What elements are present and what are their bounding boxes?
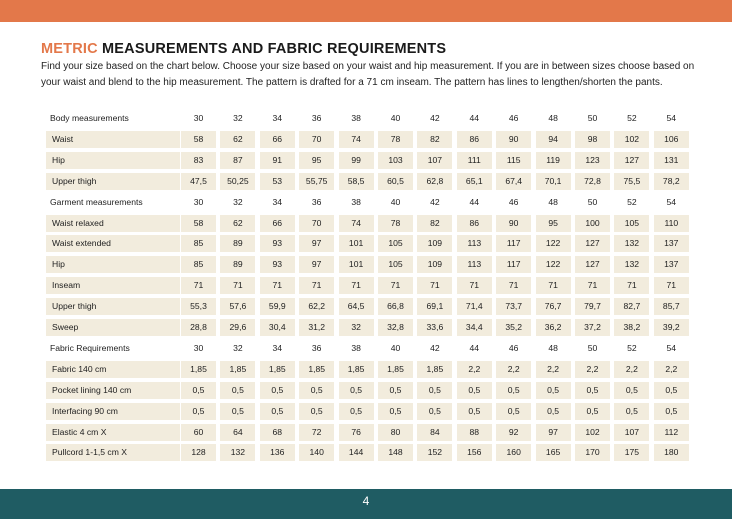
size-header-cell: 40 (390, 196, 401, 207)
table-cell: 84 (417, 424, 452, 441)
table-cell: 105 (614, 215, 649, 232)
table-cell: 0,5 (339, 382, 374, 399)
table-cell: 152 (417, 444, 452, 461)
table-cell: 1,85 (417, 361, 452, 378)
section-header-label: Body measurements (50, 113, 129, 123)
size-header-cell: 34 (272, 196, 283, 207)
table-cell: 71 (654, 277, 689, 294)
table-cell: 28,8 (181, 319, 216, 336)
table-cell: 62 (220, 131, 255, 148)
table-cell: 103 (378, 152, 413, 169)
table-cell: 137 (654, 256, 689, 273)
size-header-cell: 44 (469, 342, 480, 353)
size-header-cell: 54 (666, 113, 677, 123)
table-cell: 71,4 (457, 298, 492, 315)
table-cell: 71 (220, 277, 255, 294)
table-cell: 144 (339, 444, 374, 461)
size-header-cell: 52 (627, 113, 637, 123)
row-label: Inseam (46, 277, 180, 294)
table-cell: 165 (536, 444, 571, 461)
table-cell: 137 (654, 235, 689, 252)
table-cell: 0,5 (417, 403, 452, 420)
size-header-cell: 44 (469, 196, 480, 207)
size-header-cell: 36 (311, 113, 322, 123)
table-cell: 106 (654, 131, 689, 148)
size-header-cell: 38 (351, 196, 361, 207)
table-cell: 97 (299, 235, 334, 252)
table-cell: 32 (339, 319, 374, 336)
size-header-cell: 36 (311, 342, 322, 353)
table-cell: 115 (496, 152, 531, 169)
title-accent: METRIC (41, 41, 98, 57)
table-cell: 71 (536, 277, 571, 294)
table-cell: 71 (457, 277, 492, 294)
table-cell: 86 (457, 131, 492, 148)
table-cell: 74 (339, 215, 374, 232)
size-header-cell: 50 (587, 196, 598, 207)
table-cell: 74 (339, 131, 374, 148)
table-cell: 94 (536, 131, 571, 148)
table-cell: 0,5 (220, 403, 255, 420)
table-cell: 68 (260, 424, 295, 441)
table-cell: 71 (181, 277, 216, 294)
table-cell: 0,5 (654, 403, 689, 420)
table-cell: 53 (260, 173, 295, 190)
table-cell: 71 (614, 277, 649, 294)
table-cell: 175 (614, 444, 649, 461)
table-cell: 0,5 (614, 382, 649, 399)
size-header-cell: 46 (508, 113, 519, 123)
table-cell: 1,85 (260, 361, 295, 378)
table-cell: 122 (536, 256, 571, 273)
table-cell: 67,4 (496, 173, 531, 190)
table-cell: 2,2 (536, 361, 571, 378)
table-cell: 58 (181, 215, 216, 232)
table-cell: 148 (378, 444, 413, 461)
table-cell: 0,5 (339, 403, 374, 420)
table-cell: 2,2 (575, 361, 610, 378)
table-cell: 86 (457, 215, 492, 232)
table-cell: 70 (299, 215, 334, 232)
row-label: Hip (46, 256, 180, 273)
table-cell: 35,2 (496, 319, 531, 336)
table-cell: 82 (417, 215, 452, 232)
table-cell: 0,5 (378, 382, 413, 399)
table-cell: 180 (654, 444, 689, 461)
table-cell: 71 (378, 277, 413, 294)
table-cell: 58,5 (339, 173, 374, 190)
table-cell: 99 (339, 152, 374, 169)
table-cell: 105 (378, 256, 413, 273)
table-cell: 71 (339, 277, 374, 294)
size-header-cell: 32 (233, 342, 243, 353)
table-cell: 29,6 (220, 319, 255, 336)
table-cell: 160 (496, 444, 531, 461)
table-cell: 127 (614, 152, 649, 169)
page-title (41, 41, 446, 57)
row-label: Sweep (46, 319, 180, 336)
table-cell: 55,3 (181, 298, 216, 315)
table-cell: 0,5 (575, 403, 610, 420)
table-cell: 98 (575, 131, 610, 148)
row-label: Elastic 4 cm X (46, 424, 180, 441)
table-cell: 64 (220, 424, 255, 441)
table-cell: 111 (457, 152, 492, 169)
size-header-cell: 40 (390, 113, 401, 123)
row-label: Hip (46, 152, 180, 169)
size-header-cell: 54 (666, 196, 677, 207)
table-cell: 0,5 (457, 403, 492, 420)
table-cell: 82 (417, 131, 452, 148)
table-cell: 85 (181, 235, 216, 252)
table-cell: 0,5 (457, 382, 492, 399)
table-cell: 0,5 (299, 382, 334, 399)
table-cell: 1,85 (299, 361, 334, 378)
size-header-cell: 46 (508, 342, 519, 353)
table-cell: 0,5 (614, 403, 649, 420)
table-cell: 2,2 (496, 361, 531, 378)
table-cell: 0,5 (378, 403, 413, 420)
table-cell: 92 (496, 424, 531, 441)
table-cell: 2,2 (457, 361, 492, 378)
table-cell: 60,5 (378, 173, 413, 190)
row-label: Waist extended (46, 235, 180, 252)
size-header-cell: 38 (351, 113, 361, 123)
table-cell: 97 (536, 424, 571, 441)
table-cell: 110 (654, 215, 689, 232)
table-cell: 2,2 (654, 361, 689, 378)
size-header-cell: 40 (390, 342, 401, 353)
row-label: Waist (46, 131, 180, 148)
size-header-cell: 30 (193, 113, 204, 123)
size-header-cell: 32 (233, 113, 243, 123)
table-cell: 113 (457, 256, 492, 273)
table-cell: 78 (378, 131, 413, 148)
table-cell: 78,2 (654, 173, 689, 190)
table-cell: 100 (575, 215, 610, 232)
table-cell: 71 (575, 277, 610, 294)
table-cell: 83 (181, 152, 216, 169)
table-cell: 0,5 (181, 403, 216, 420)
table-cell: 0,5 (536, 403, 571, 420)
table-cell: 1,85 (339, 361, 374, 378)
table-cell: 71 (299, 277, 334, 294)
table-cell: 36,2 (536, 319, 571, 336)
table-cell: 85 (181, 256, 216, 273)
table-cell: 50,25 (220, 173, 255, 190)
table-cell: 95 (299, 152, 334, 169)
size-header-cell: 42 (430, 113, 440, 123)
row-label: Upper thigh (46, 298, 180, 315)
size-header-cell: 48 (548, 113, 558, 123)
table-cell: 80 (378, 424, 413, 441)
size-header-cell: 42 (430, 196, 440, 207)
table-cell: 70,1 (536, 173, 571, 190)
table-cell: 1,85 (220, 361, 255, 378)
table-cell: 0,5 (496, 403, 531, 420)
table-cell: 93 (260, 256, 295, 273)
size-header-cell: 48 (548, 196, 558, 207)
table-cell: 34,4 (457, 319, 492, 336)
table-cell: 71 (417, 277, 452, 294)
table-cell: 136 (260, 444, 295, 461)
table-cell: 75,5 (614, 173, 649, 190)
table-cell: 123 (575, 152, 610, 169)
table-cell: 55,75 (299, 173, 334, 190)
table-cell: 89 (220, 256, 255, 273)
table-cell: 109 (417, 256, 452, 273)
table-cell: 38,2 (614, 319, 649, 336)
row-label: Pocket lining 140 cm (46, 382, 180, 399)
table-cell: 47,5 (181, 173, 216, 190)
table-cell: 66 (260, 131, 295, 148)
size-header-cell: 52 (627, 342, 637, 353)
table-cell: 66,8 (378, 298, 413, 315)
table-cell: 0,5 (536, 382, 571, 399)
section-header-label: Garment measurements (50, 196, 143, 207)
table-cell: 88 (457, 424, 492, 441)
table-cell: 91 (260, 152, 295, 169)
size-header-cell: 30 (193, 196, 204, 207)
table-cell: 71 (496, 277, 531, 294)
table-cell: 79,7 (575, 298, 610, 315)
size-header-cell: 42 (430, 342, 440, 353)
table-cell: 170 (575, 444, 610, 461)
table-cell: 37,2 (575, 319, 610, 336)
table-cell: 33,6 (417, 319, 452, 336)
table-cell: 1,85 (378, 361, 413, 378)
table-cell: 64,5 (339, 298, 374, 315)
table-cell: 30,4 (260, 319, 295, 336)
size-header-cell: 34 (272, 342, 283, 353)
title-text: MEASUREMENTS AND FABRIC REQUIREMENTS (97, 41, 447, 57)
table-cell: 117 (496, 256, 531, 273)
table-cell: 127 (575, 235, 610, 252)
table-cell: 0,5 (654, 382, 689, 399)
table-cell: 76,7 (536, 298, 571, 315)
table-cell: 113 (457, 235, 492, 252)
table-cell: 0,5 (575, 382, 610, 399)
table-cell: 102 (575, 424, 610, 441)
table-cell: 59,9 (260, 298, 295, 315)
table-cell: 140 (299, 444, 334, 461)
table-cell: 2,2 (614, 361, 649, 378)
table-cell: 39,2 (654, 319, 689, 336)
table-cell: 93 (260, 235, 295, 252)
table-cell: 90 (496, 131, 531, 148)
table-cell: 58 (181, 131, 216, 148)
table-cell: 89 (220, 235, 255, 252)
table-cell: 0,5 (181, 382, 216, 399)
table-cell: 60 (181, 424, 216, 441)
size-header-cell: 50 (587, 342, 598, 353)
table-cell: 95 (536, 215, 571, 232)
table-cell: 0,5 (299, 403, 334, 420)
table-cell: 70 (299, 131, 334, 148)
table-cell: 85,7 (654, 298, 689, 315)
table-cell: 0,5 (260, 382, 295, 399)
row-label: Pullcord 1-1,5 cm X (46, 444, 180, 461)
table-cell: 72 (299, 424, 334, 441)
table-cell: 127 (575, 256, 610, 273)
size-header-cell: 48 (548, 342, 558, 353)
table-cell: 97 (299, 256, 334, 273)
table-cell: 62,8 (417, 173, 452, 190)
table-cell: 117 (496, 235, 531, 252)
size-header-cell: 38 (351, 342, 361, 353)
row-label: Upper thigh (46, 173, 180, 190)
size-header-cell: 34 (272, 113, 283, 123)
table-cell: 101 (339, 235, 374, 252)
page-number: 4 (362, 494, 370, 508)
table-cell: 107 (417, 152, 452, 169)
table-cell: 69,1 (417, 298, 452, 315)
table-cell: 132 (614, 256, 649, 273)
table-cell: 76 (339, 424, 374, 441)
size-header-cell: 44 (469, 113, 480, 123)
table-cell: 62,2 (299, 298, 334, 315)
table-cell: 62 (220, 215, 255, 232)
intro-paragraph: Find your size based on the chart below. Choose your size based on your waist and hip measurement. If you are in between sizes choose based on your waist and blend to the hip measurement. The pattern is drafted for a 71 cm inseam. The pattern has lines to lengthen/shorten the pants. (41, 61, 695, 88)
table-cell: 32,8 (378, 319, 413, 336)
size-header-cell: 32 (233, 196, 243, 207)
table-cell: 0,5 (417, 382, 452, 399)
table-cell: 132 (220, 444, 255, 461)
table-cell: 87 (220, 152, 255, 169)
table-cell: 71 (260, 277, 295, 294)
table-cell: 82,7 (614, 298, 649, 315)
table-cell: 112 (654, 424, 689, 441)
table-cell: 66 (260, 215, 295, 232)
table-cell: 78 (378, 215, 413, 232)
section-header-label: Fabric Requirements (50, 342, 130, 353)
table-cell: 101 (339, 256, 374, 273)
table-cell: 0,5 (260, 403, 295, 420)
size-header-cell: 50 (587, 113, 598, 123)
table-cell: 122 (536, 235, 571, 252)
table-cell: 31,2 (299, 319, 334, 336)
size-header-cell: 30 (193, 342, 204, 353)
table-cell: 57,6 (220, 298, 255, 315)
row-label: Waist relaxed (46, 215, 180, 232)
size-header-cell: 54 (666, 342, 677, 353)
table-cell: 1,85 (181, 361, 216, 378)
table-cell: 72,8 (575, 173, 610, 190)
table-cell: 156 (457, 444, 492, 461)
row-label: Fabric 140 cm (46, 361, 180, 378)
table-cell: 102 (614, 131, 649, 148)
top-accent-band (0, 0, 732, 22)
table-cell: 0,5 (220, 382, 255, 399)
table-cell: 73,7 (496, 298, 531, 315)
table-cell: 131 (654, 152, 689, 169)
size-header-cell: 36 (311, 196, 322, 207)
table-cell: 65,1 (457, 173, 492, 190)
table-cell: 119 (536, 152, 571, 169)
table-cell: 105 (378, 235, 413, 252)
row-label: Interfacing 90 cm (46, 403, 180, 420)
table-cell: 0,5 (496, 382, 531, 399)
size-header-cell: 46 (508, 196, 519, 207)
table-cell: 109 (417, 235, 452, 252)
table-cell: 90 (496, 215, 531, 232)
size-header-cell: 52 (627, 196, 637, 207)
table-cell: 107 (614, 424, 649, 441)
table-cell: 132 (614, 235, 649, 252)
table-cell: 128 (181, 444, 216, 461)
